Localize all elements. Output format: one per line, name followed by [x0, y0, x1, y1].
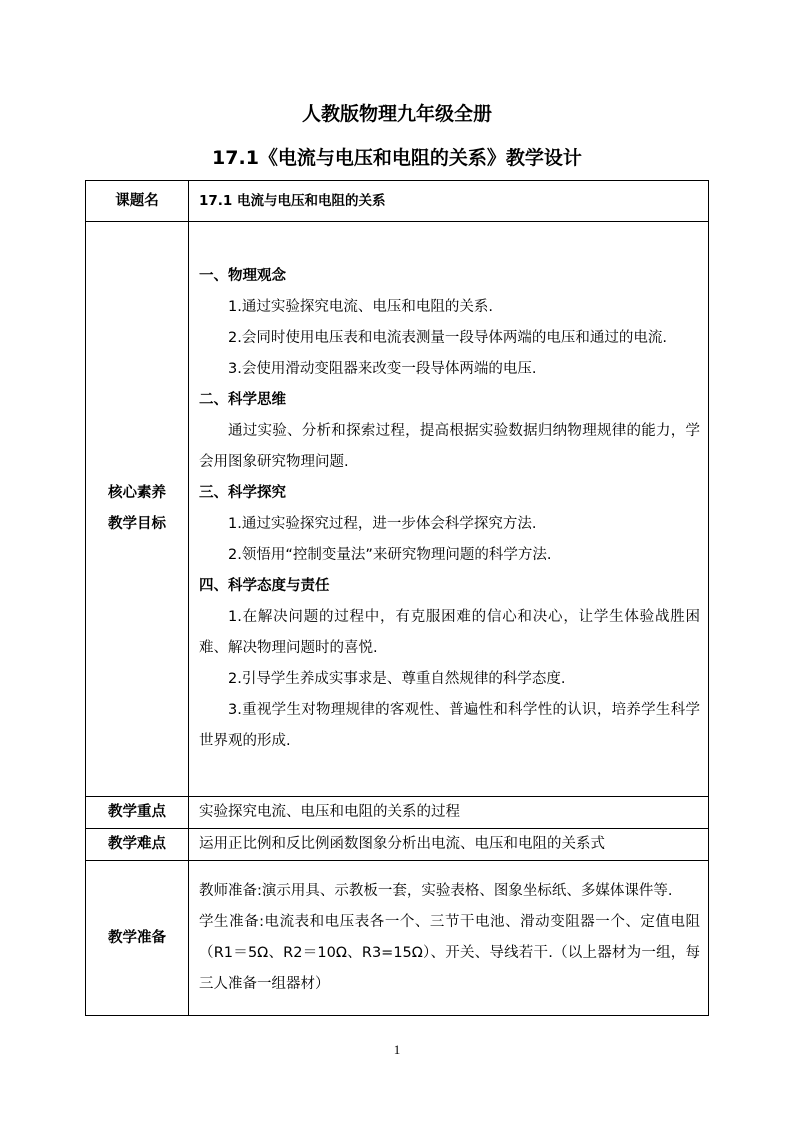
section-heading: 三、科学探究	[199, 485, 286, 501]
goals-label-line2: 教学目标	[108, 516, 166, 532]
table-row-preparation	[86, 861, 709, 1016]
table-row-topic	[86, 181, 709, 222]
table-row-key-points	[86, 797, 709, 829]
section-heading: 一、物理观念	[199, 268, 286, 284]
lesson-design-table	[85, 180, 709, 1016]
table-row-goals	[86, 222, 709, 797]
difficulties-value: 运用正比例和反比例函数图象分析出电流、电压和电阻的关系式	[189, 829, 709, 861]
goal-item: 2.会同时使用电压表和电流表测量一段导体两端的电压和通过的电流.	[228, 330, 667, 346]
goal-item: 3.会使用滑动变阻器来改变一段导体两端的电压.	[228, 361, 537, 377]
lesson-title: 17.1《电流与电压和电阻的关系》教学设计	[212, 147, 582, 169]
key-points-label: 教学重点	[86, 797, 189, 829]
topic-value: 17.1 电流与电压和电阻的关系	[189, 181, 709, 222]
section-heading: 四、科学态度与责任	[199, 578, 330, 594]
goal-item: 1.通过实验探究电流、电压和电阻的关系.	[228, 299, 493, 315]
goals-label	[86, 222, 189, 797]
goals-content	[189, 222, 709, 797]
goal-item: 通过实验、分析和探索过程，提高根据实验数据归纳物理规律的能力，学会用图象研究物理问题.	[199, 423, 700, 470]
goal-item: 1.通过实验探究过程，进一步体会科学探究方法.	[228, 516, 537, 532]
goals-label-line1: 核心素养	[108, 485, 166, 501]
key-points-value: 实验探究电流、电压和电阻的关系的过程	[189, 797, 709, 829]
section-heading: 二、科学思维	[199, 392, 286, 408]
teacher-preparation: 教师准备:演示用具、示教板一套，实验表格、图象坐标纸、多媒体课件等.	[199, 883, 673, 899]
preparation-content	[189, 861, 709, 1016]
student-preparation: 学生准备:电流表和电压表各一个、三节干电池、滑动变阻器一个、定值电阻（R1＝5Ω、R2＝10Ω、R3=15Ω）、开关、导线若干.（以上器材为一组，每三人准备一组器材）	[199, 914, 700, 992]
page-number: 1	[393, 1042, 401, 1057]
difficulties-label: 教学难点	[86, 829, 189, 861]
topic-label: 课题名	[86, 181, 189, 222]
document-title: 人教版物理九年级全册	[301, 103, 492, 125]
preparation-label: 教学准备	[86, 861, 189, 1016]
goal-item: 3.重视学生对物理规律的客观性、普遍性和科学性的认识，培养学生科学世界观的形成.	[199, 702, 700, 749]
table-row-difficulties	[86, 829, 709, 861]
goal-item: 1.在解决问题的过程中，有克服困难的信心和决心，让学生体验战胜困难、解决物理问题时的喜悦.	[199, 609, 700, 656]
goal-item: 2.领悟用“控制变量法”来研究物理问题的科学方法.	[228, 547, 552, 563]
goal-item: 2.引导学生养成实事求是、尊重自然规律的科学态度.	[228, 671, 566, 687]
